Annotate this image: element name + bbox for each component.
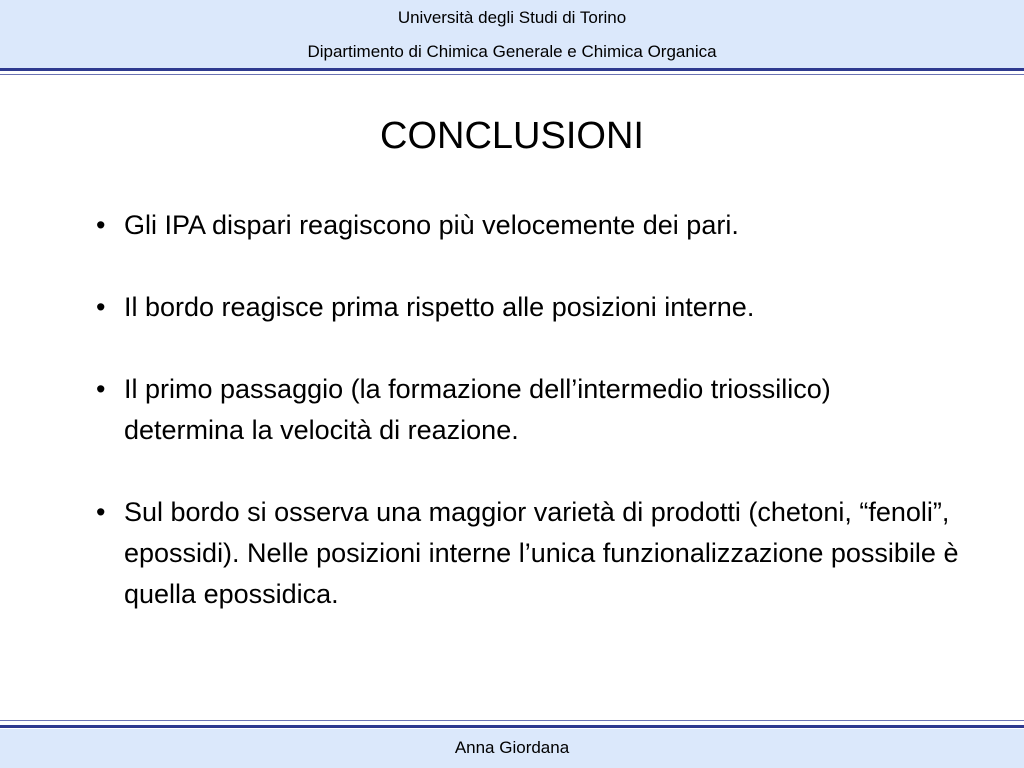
bullet-icon: •: [96, 497, 106, 527]
bullet-icon: •: [96, 292, 106, 322]
department-name: Dipartimento di Chimica Generale e Chimica Organica: [307, 42, 717, 61]
list-item: [96, 492, 996, 615]
list-item-text: Gli IPA dispari reagiscono più velocemente dei pari.: [124, 210, 739, 240]
bullet-icon: •: [96, 374, 106, 404]
bullet-icon: •: [96, 210, 106, 240]
list-item: [96, 369, 996, 451]
list-item: [96, 205, 996, 246]
list-item-text: Il primo passaggio (la formazione dell’intermedio triossilico) determina la velocità di reazione.: [124, 374, 831, 445]
conclusions-list: [96, 205, 996, 656]
list-item-text: Il bordo reagisce prima rispetto alle posizioni interne.: [124, 292, 755, 322]
list-item-text: Sul bordo si osserva una maggior varietà di prodotti (chetoni, “fenoli”, epossidi). Nelle posizioni interne l’unica funzionalizzazione possibile è quella epossidica.: [124, 497, 959, 609]
header-divider-thick: [0, 68, 1024, 71]
author-name: Anna Giordana: [454, 738, 570, 757]
slide-title: CONCLUSIONI: [380, 115, 644, 157]
footer-divider-thick: [0, 725, 1024, 728]
list-item: [96, 287, 996, 328]
footer-divider-thin: [0, 720, 1024, 721]
header-divider-thin: [0, 74, 1024, 75]
university-name: Università degli Studi di Torino: [397, 8, 627, 27]
